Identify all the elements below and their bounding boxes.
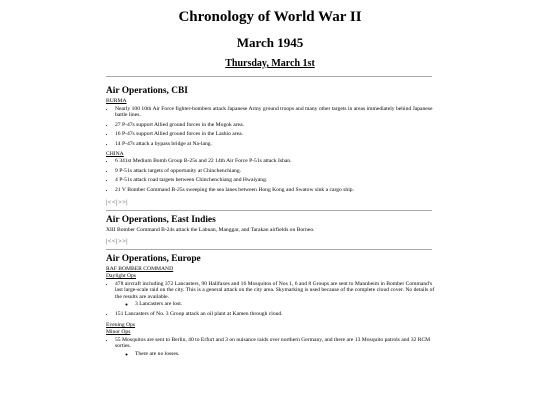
list-item: • 16 P-47s support Allied ground forces in the Lashio area.	[115, 131, 436, 138]
nav-last-button[interactable]: >|	[122, 237, 129, 245]
minor-list	[106, 337, 436, 358]
section-title: Air Operations, East Indies	[106, 215, 216, 226]
section-title: Air Operations, Europe	[106, 254, 201, 265]
nav-next-button[interactable]: >	[117, 198, 123, 206]
section-east-indies	[106, 215, 436, 250]
list-item: • 27 P-47s support Allied ground forces in the Mogok area.	[115, 122, 436, 129]
page-date-heading[interactable]: Thursday, March 1st	[225, 58, 315, 69]
list-item-text: 478 aircraft including 372 Lancasters, 90 Halifaxes and 16 Mosquitos of Nos 1, 6 and 8 Groups are sent to Mannheim in Bomber Command's last large-scale raid on the city. This is a general attack on the city area. Skymarking is used because of the complete cloud cover. No details of the results are available.	[115, 280, 435, 300]
list-item-text: 55 Mosquitos are sent to Berlin, 40 to Erfurt and 3 on nuisance raids over northern Germany, and there are 13 Mosquito patrols and 32 RCM sorties.	[115, 336, 431, 350]
sublist-item: ◦ 3 Lancasters are lost.	[135, 301, 436, 308]
nav-prev-button[interactable]: <	[111, 237, 117, 245]
sublist	[115, 301, 436, 308]
subsection-daylight: Daylight Ops	[106, 272, 136, 279]
nav-last-button[interactable]: >|	[122, 198, 129, 206]
section-cbi	[106, 86, 436, 211]
daylight-list	[106, 281, 436, 318]
header-divider	[106, 76, 432, 77]
section-nav	[106, 200, 128, 207]
list-item: • 4 P-51s attack road targets between Chinchenchiang and Hwaiyang.	[115, 177, 436, 184]
list-item: • Nearly 100 10th Air Force fighter-bombers attack Japanese Army ground troops and many other targets in areas immediately behind Japanese battle lines.	[115, 106, 436, 119]
subsection-evening: Evening Ops	[106, 322, 136, 329]
list-item	[115, 281, 436, 308]
section-title: Air Operations, CBI	[106, 86, 188, 96]
nav-next-button[interactable]: >	[117, 237, 123, 245]
burma-list	[106, 106, 436, 148]
nav-prev-button[interactable]: <	[111, 198, 117, 206]
list-item: • 151 Lancasters of No. 3 Group attack an oil plant at Kamen through cloud.	[115, 311, 436, 318]
section-nav	[106, 239, 128, 246]
page-subtitle-month: March 1945	[236, 35, 304, 50]
subsection-minor: Minor Ops	[106, 329, 131, 336]
nav-separator: |	[116, 237, 118, 245]
sublist	[115, 351, 436, 358]
subsection-raf: RAF BOMBER COMMAND	[106, 266, 174, 273]
main-content	[106, 82, 436, 360]
section-divider	[106, 249, 432, 250]
section-europe	[106, 254, 436, 357]
china-list	[106, 158, 436, 193]
nav-first-button[interactable]: |<	[106, 198, 112, 206]
subsection-burma: BURMA	[106, 98, 127, 104]
list-item: • 14 P-47s attack a bypass bridge at Na-lang.	[115, 141, 436, 148]
nav-first-button[interactable]: |<	[106, 237, 112, 245]
page-title: Chronology of World War II	[178, 9, 362, 25]
nav-separator: |	[116, 198, 118, 206]
list-item	[115, 337, 436, 358]
subsection-china: CHINA	[106, 150, 124, 157]
list-item: • 21 V Bomber Command B-25s sweeping the sea lanes between Hong Kong and Swatow sink a cargo ship.	[115, 187, 436, 194]
list-item: • 9 P-51s attack targets of opportunity at Chinchenchiang.	[115, 168, 436, 175]
section-divider	[106, 210, 432, 211]
section-text: XIII Bomber Command B-24s attack the Labuan, Manggar, and Tarakan airfields on Borneo.	[106, 227, 315, 234]
sublist-item: ◦ There are no losses.	[135, 351, 436, 358]
list-item: • 6 341st Medium Bomb Group B-25s and 22 14th Air Force P-51s attack Ishan.	[115, 158, 436, 165]
